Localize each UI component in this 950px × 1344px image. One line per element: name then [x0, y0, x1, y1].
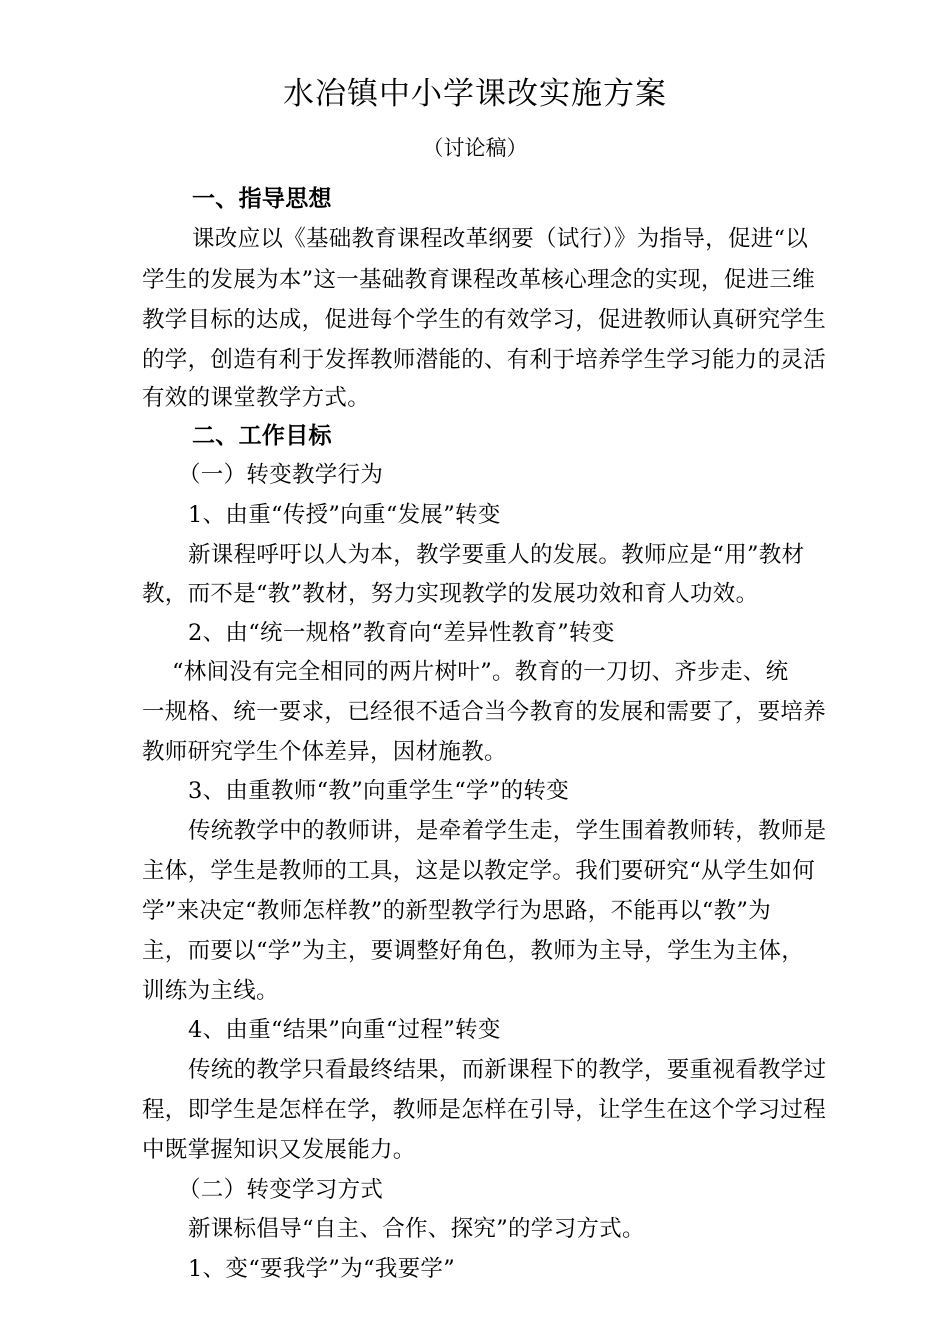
- paragraph-line: 课改应以《基础教育课程改革纲要（试行）》为指导，促进“以: [192, 226, 809, 252]
- paragraph-line: 有效的课堂教学方式。: [142, 385, 371, 411]
- paragraph-line: 传统教学中的教师讲，是牵着学生走，学生围着教师转，教师是: [188, 818, 827, 844]
- paragraph-line: 中既掌握知识又发展能力。: [142, 1137, 416, 1163]
- paragraph-line: 主体，学生是教师的工具，这是以教定学。我们要研究“从学生如何: [142, 858, 816, 884]
- subsection-heading: （一）转变教学行为: [178, 462, 384, 488]
- item-title: 1、由重“传授”向重“发展”转变: [188, 502, 501, 528]
- item-title: 4、由重“结果”向重“过程”转变: [188, 1017, 501, 1043]
- paragraph-line: 程，即学生是怎样在学，教师是怎样在引导，让学生在这个学习过程: [142, 1097, 827, 1123]
- section-heading-guiding-thought: 一、指导思想: [192, 186, 332, 212]
- document-title: 水冶镇中小学课改实施方案: [283, 76, 667, 112]
- paragraph-line: 学”来决定“教师怎样教”的新型教学行为思路，不能再以“教”为: [142, 898, 772, 924]
- paragraph-line: 训练为主线。: [142, 978, 279, 1004]
- paragraph-line: 学生的发展为本”这一基础教育课程改革核心理念的实现，促进三维: [142, 267, 816, 293]
- section-heading-work-goals: 二、工作目标: [192, 423, 332, 449]
- paragraph-line: 教学目标的达成，促进每个学生的有效学习，促进教师认真研究学生: [142, 307, 827, 333]
- paragraph-line: 的学，创造有利于发挥教师潜能的、有利于培养学生学习能力的灵活: [142, 347, 827, 373]
- item-title: 1、变“要我学”为“我要学”: [188, 1256, 456, 1282]
- paragraph-line: 传统的教学只看最终结果，而新课程下的教学，要重视看教学过: [188, 1057, 827, 1083]
- paragraph-line: 教师研究学生个体差异，因材施教。: [142, 739, 507, 765]
- document-subtitle: （讨论稿）: [422, 136, 528, 160]
- item-title: 3、由重教师“教”向重学生“学”的转变: [188, 778, 570, 804]
- paragraph-line: 新课标倡导“自主、合作、探究”的学习方式。: [188, 1216, 645, 1242]
- paragraph-line: 新课程呼吁以人为本，教学要重人的发展。教师应是“用”教材: [188, 542, 805, 568]
- paragraph-line: 主，而要以“学”为主，要调整好角色，教师为主导，学生为主体，: [142, 938, 805, 964]
- subsection-heading: （二）转变学习方式: [178, 1177, 384, 1203]
- paragraph-line: “林间没有完全相同的两片树叶”。教育的一刀切、齐步走、统: [172, 659, 789, 685]
- item-title: 2、由“统一规格”教育向“差异性教育”转变: [188, 620, 615, 646]
- paragraph-line: 教，而不是“教”教材，努力实现教学的发展功效和育人功效。: [142, 581, 759, 607]
- paragraph-line: 一规格、统一要求，已经很不适合当今教育的发展和需要了，要培养: [142, 699, 827, 725]
